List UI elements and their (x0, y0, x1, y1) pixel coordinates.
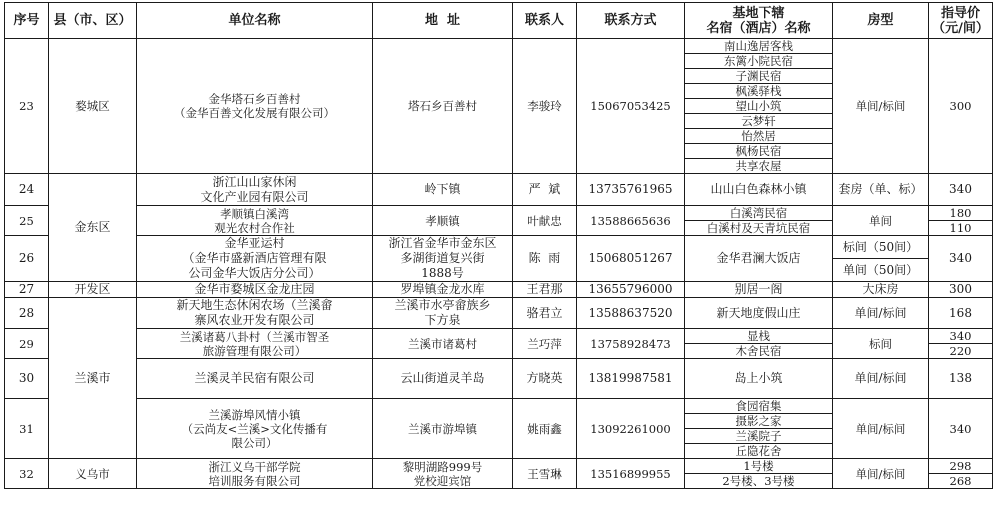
cell-room: 单间（50间） (833, 259, 929, 282)
cell-contact: 兰巧萍 (513, 329, 577, 359)
cell-address: 孝顺镇 (373, 206, 513, 236)
table-row-24 (5, 174, 993, 206)
cell-phone: 15068051267 (577, 236, 685, 282)
cell-base: 共享农屋 (685, 159, 833, 174)
cell-base: 金华君澜大饭店 (685, 236, 833, 282)
cell-phone: 13655796000 (577, 282, 685, 298)
cell-unit: 孝顺镇白溪湾 观光农村合作社 (137, 206, 373, 236)
cell-phone: 13516899955 (577, 459, 685, 489)
cell-contact: 王君那 (513, 282, 577, 298)
cell-price: 340 (929, 236, 993, 282)
cell-contact: 叶献忠 (513, 206, 577, 236)
cell-price: 110 (929, 221, 993, 236)
cell-price: 138 (929, 359, 993, 399)
cell-address: 兰溪市水亭畲族乡 下方泉 (373, 298, 513, 329)
cell-price: 168 (929, 298, 993, 329)
cell-price: 220 (929, 344, 993, 359)
cell-room: 单间/标间 (833, 298, 929, 329)
cell-base: 东篱小院民宿 (685, 54, 833, 69)
cell-base: 枫溪驿栈 (685, 84, 833, 99)
cell-county: 开发区 (49, 282, 137, 298)
cell-phone: 13588637520 (577, 298, 685, 329)
cell-room: 单间 (833, 206, 929, 236)
cell-base: 南山逸居客栈 (685, 39, 833, 54)
cell-price: 340 (929, 174, 993, 206)
cell-no: 30 (5, 359, 49, 399)
header-unit: 单位名称 (137, 3, 373, 39)
cell-county-jindong: 金东区 (49, 174, 137, 282)
cell-no: 28 (5, 298, 49, 329)
accommodation-price-table (4, 2, 993, 489)
cell-county: 义乌市 (49, 459, 137, 489)
cell-contact: 严 斌 (513, 174, 577, 206)
cell-no: 24 (5, 174, 49, 206)
header-no: 序号 (5, 3, 49, 39)
cell-base: 白溪村及天青坑民宿 (685, 221, 833, 236)
cell-price: 298 (929, 459, 993, 474)
cell-phone: 13758928473 (577, 329, 685, 359)
cell-price: 340 (929, 399, 993, 459)
header-contact: 联系人 (513, 3, 577, 39)
cell-base: 怡然居 (685, 129, 833, 144)
cell-room: 大床房 (833, 282, 929, 298)
header-phone: 联系方式 (577, 3, 685, 39)
cell-base: 枫杨民宿 (685, 144, 833, 159)
cell-unit: 浙江山山家休闲 文化产业园有限公司 (137, 174, 373, 206)
header-base: 基地下辖 名宿（酒店）名称 (685, 3, 833, 39)
table-row-32 (5, 459, 993, 474)
cell-unit: 浙江义乌干部学院 培训服务有限公司 (137, 459, 373, 489)
table-row-27 (5, 282, 993, 298)
cell-base: 丘隐花舍 (685, 444, 833, 459)
cell-phone: 13735761965 (577, 174, 685, 206)
cell-no: 32 (5, 459, 49, 489)
cell-phone: 13588665636 (577, 206, 685, 236)
cell-price: 300 (929, 39, 993, 174)
cell-base: 食园宿集 (685, 399, 833, 414)
cell-no: 31 (5, 399, 49, 459)
cell-contact: 李骏玲 (513, 39, 577, 174)
cell-base: 兰溪院子 (685, 429, 833, 444)
cell-room: 标间（50间） (833, 236, 929, 259)
cell-contact: 王雪琳 (513, 459, 577, 489)
cell-base: 1号楼 (685, 459, 833, 474)
cell-contact: 骆君立 (513, 298, 577, 329)
cell-room: 套房（单、标） (833, 174, 929, 206)
header-room: 房型 (833, 3, 929, 39)
cell-base: 望山小筑 (685, 99, 833, 114)
table-row-31 (5, 399, 993, 414)
cell-unit: 兰溪灵羊民宿有限公司 (137, 359, 373, 399)
cell-address: 兰溪市诸葛村 (373, 329, 513, 359)
cell-contact: 陈 雨 (513, 236, 577, 282)
cell-address: 黎明湖路999号 党校迎宾馆 (373, 459, 513, 489)
cell-no: 27 (5, 282, 49, 298)
cell-base: 别居一阁 (685, 282, 833, 298)
cell-address: 云山街道灵羊岛 (373, 359, 513, 399)
cell-no: 25 (5, 206, 49, 236)
cell-base: 显栈 (685, 329, 833, 344)
cell-address: 塔石乡百善村 (373, 39, 513, 174)
cell-unit: 新天地生态休闲农场（兰溪畲 寨风农业开发有限公司 (137, 298, 373, 329)
table-row-28 (5, 298, 993, 329)
cell-price: 268 (929, 474, 993, 489)
cell-unit: 金华市婺城区金龙庄园 (137, 282, 373, 298)
cell-county-lanxi: 兰溪市 (49, 298, 137, 459)
cell-base: 2号楼、3号楼 (685, 474, 833, 489)
cell-contact: 方晓英 (513, 359, 577, 399)
cell-unit: 兰溪诸葛八卦村（兰溪市智圣 旅游管理有限公司） (137, 329, 373, 359)
cell-address: 兰溪市游埠镇 (373, 399, 513, 459)
cell-phone: 13092261000 (577, 399, 685, 459)
cell-base: 摄影之家 (685, 414, 833, 429)
cell-base: 云梦轩 (685, 114, 833, 129)
table-row-29 (5, 329, 993, 344)
cell-price: 180 (929, 206, 993, 221)
header-price: 指导价 （元/间） (929, 3, 993, 39)
cell-room: 单间/标间 (833, 39, 929, 174)
table-row-23 (5, 39, 993, 54)
cell-unit: 兰溪游埠风情小镇 （云尚友<兰溪>文化传播有 限公司） (137, 399, 373, 459)
cell-phone: 13819987581 (577, 359, 685, 399)
cell-unit: 金华亚运村 （金华市盛新酒店管理有限 公司金华大饭店分公司） (137, 236, 373, 282)
cell-base: 岛上小筑 (685, 359, 833, 399)
cell-phone: 15067053425 (577, 39, 685, 174)
table-row-25 (5, 206, 993, 221)
cell-address: 浙江省金华市金东区 多湖街道复兴街 1888号 (373, 236, 513, 282)
header-row (5, 3, 993, 39)
cell-address: 罗埠镇金龙水库 (373, 282, 513, 298)
header-county: 县（市、区） (49, 3, 137, 39)
cell-contact: 姚雨鑫 (513, 399, 577, 459)
cell-room: 单间/标间 (833, 359, 929, 399)
cell-room: 单间/标间 (833, 399, 929, 459)
cell-price: 300 (929, 282, 993, 298)
cell-no: 29 (5, 329, 49, 359)
cell-base: 子渊民宿 (685, 69, 833, 84)
header-address: 地 址 (373, 3, 513, 39)
cell-room: 标间 (833, 329, 929, 359)
cell-unit: 金华塔石乡百善村 （金华百善文化发展有限公司） (137, 39, 373, 174)
cell-price: 340 (929, 329, 993, 344)
cell-no: 26 (5, 236, 49, 282)
cell-base: 白溪湾民宿 (685, 206, 833, 221)
table-row-30 (5, 359, 993, 399)
cell-room: 单间/标间 (833, 459, 929, 489)
cell-base: 山山白色森林小镇 (685, 174, 833, 206)
cell-no: 23 (5, 39, 49, 174)
cell-base: 新天地度假山庄 (685, 298, 833, 329)
cell-base: 木舍民宿 (685, 344, 833, 359)
cell-county: 婺城区 (49, 39, 137, 174)
table-row-26 (5, 236, 993, 259)
cell-address: 岭下镇 (373, 174, 513, 206)
